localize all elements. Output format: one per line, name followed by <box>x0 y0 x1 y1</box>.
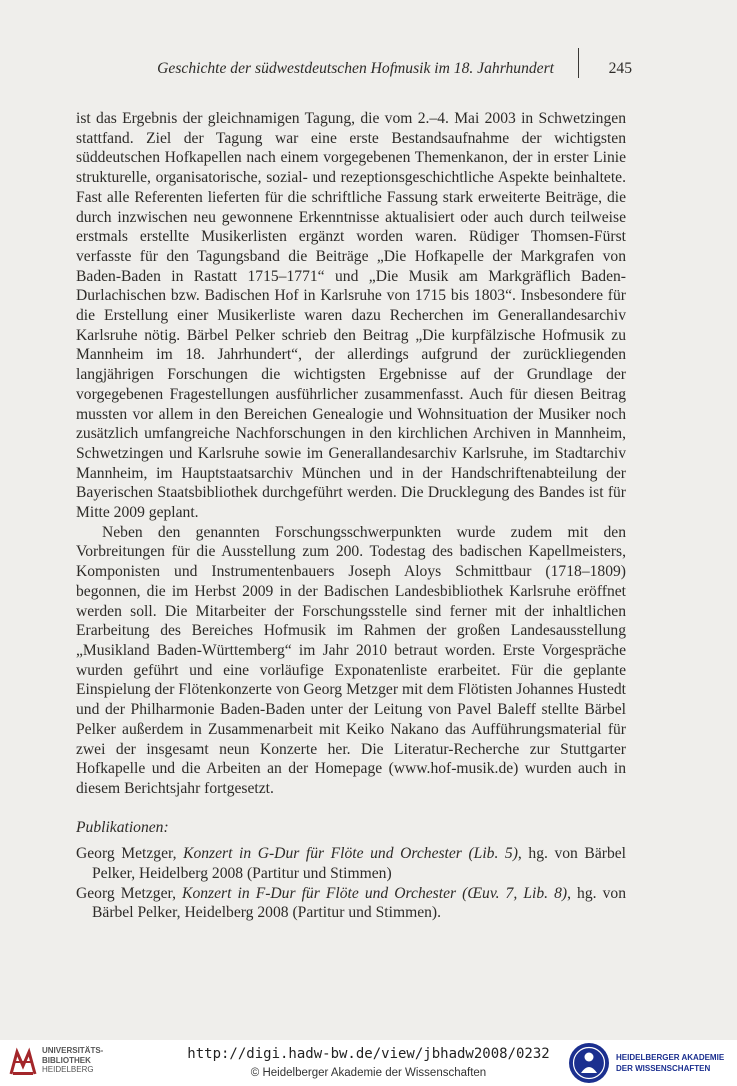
academy-seal-icon[interactable] <box>568 1042 610 1084</box>
page-header <box>76 60 632 84</box>
publication-author: Georg Metzger, <box>76 845 184 863</box>
academy-name-line: DER WISSENSCHAFTEN <box>616 1064 711 1073</box>
copyright-notice: © Heidelberger Akademie der Wissenschaften <box>250 1067 487 1079</box>
publication-title: Konzert in F-Dur für Flöte und Orchester (Œuv. 7, Lib. 8) <box>182 884 568 902</box>
library-name-line: BIBLIOTHEK <box>42 1055 91 1065</box>
academy-name[interactable] <box>616 1052 724 1074</box>
library-name-line: UNIVERSITÄTS- <box>42 1046 104 1055</box>
library-name-line: HEIDELBERG <box>42 1065 94 1074</box>
publication-details: , hg. von Bärbel Pelker, Heidelberg 2008 (Partitur und Stimmen) <box>92 845 626 883</box>
publication-item <box>76 884 626 923</box>
paragraph-1: ist das Ergebnis der gleichnamigen Tagung, die vom 2.–4. Mai 2003 in Schwetzingen stattfand. Ziel der Tagung war eine erste Bestandsaufnahme der wichtigsten süddeutschen Hofkapellen nach einem vorgegebenen Themenkanon, der in erster Linie strukturelle, organisatorische, sozial- und rezeptionsgeschichtliche Aspekte beinhaltete. Fast alle Referenten lieferten für die schriftliche Fassung stark erweiterte Beiträge, die durch inzwischen neu gewonnene Erkenntnisse aktualisiert oder auch durch teilweise erstmals erstellte Musikerlisten ergänzt worden waren. Rüdiger Thomsen-Fürst verfasste für den Tagungsband die Beiträge „Die Hofkapelle der Markgrafen von Baden-Baden in Rastatt 1715–1771“ und „Die Musik am Markgräflich Baden-Durlachischen bzw. Badischen Hof in Karlsruhe von 1715 bis 1803“. Insbesondere für die Erstellung einer Musikerliste waren dazu Recherchen im Generallandesarchiv Karlsruhe nötig. Bärbel Pelker schrieb den Beitrag „Die kurpfälzische Hofmusik zu Mannheim im 18. Jahrhundert“, der allerdings aufgrund der zurückliegenden langjährigen Forschungen die wichtigsten Ergebnisse auf der Grundlage der vorgegebenen Fragestellungen ausführlicher zusammenfasst. Auch für diesen Beitrag mussten vor allem in den Bereichen Genealogie und Wohnsituation der Musiker noch zusätzlich umfangreiche Nachforschungen in den kirchlichen Archiven in Mannheim, Schwetzingen und Karlsruhe sowie im Generallandesarchiv Karlsruhe, im Stadtarchiv Mannheim, im Hauptstaatsarchiv München und in der Handschriftenabteilung der Bayerischen Staatsbibliothek durchgeführt werden. Die Drucklegung des Bandes ist für Mitte 2009 geplant. <box>76 110 626 522</box>
publication-item <box>76 844 626 883</box>
running-title: Geschichte der südwestdeutschen Hofmusik im 18. Jahrhundert <box>157 60 554 77</box>
publication-details: , hg. von Bärbel Pelker, Heidelberg 2008 (Partitur und Stimmen). <box>92 884 626 922</box>
publications-list <box>76 844 626 923</box>
paragraph-2: Neben den genannten Forschungsschwerpunkten wurde zudem mit den Vorbreitungen für die Ausstellung zum 200. Todestag des badischen Kapellmeisters, Komponisten und Instrumentenbauers Joseph Aloys Schmittbaur (1718–1809) begonnen, die im Herbst 2009 in der Badischen Landesbibliothek Karlsruhe eröffnet werden soll. Die Mitarbeiter der Forschungsstelle sind ferner mit der inhaltlichen Erarbeitung des Bereiches Hofmusik im Rahmen der großen Landesausstellung „Musikland Baden-Württemberg“ im Jahr 2010 betraut worden. Erste Vorgespräche wurden geführt und eine vorläufige Exponatenliste erarbeitet. Für die geplante Einspielung der Flötenkonzerte von Georg Metzger mit dem Flötisten Johannes Hustedt und der Philharmonie Baden-Baden unter der Leitung von Pavel Baleff stellte Bärbel Pelker außerdem in Zusammenarbeit mit Keiko Nakano das Aufführungsmaterial für zwei der insgesamt neun Konzerte her. Die Literatur-Recherche zur Stuttgarter Hofkapelle und die Arbeiten an der Homepage (www.hof-musik.de) wurden auch in diesem Berichtsjahr fortgesetzt. <box>76 523 626 797</box>
academy-name-line: HEIDELBERGER AKADEMIE <box>616 1053 725 1062</box>
publications-heading: Publikationen: <box>76 818 169 836</box>
body-text <box>76 109 626 923</box>
page-number: 245 <box>608 60 632 77</box>
publication-title: Konzert in G-Dur für Flöte und Orchester (Lib. 5) <box>183 845 518 863</box>
publication-author: Georg Metzger, <box>76 884 183 902</box>
viewer-footer <box>0 1040 737 1086</box>
header-divider <box>578 48 579 78</box>
document-url-link[interactable]: http://digi.hadw-bw.de/view/jbhadw2008/0232 <box>187 1046 550 1062</box>
